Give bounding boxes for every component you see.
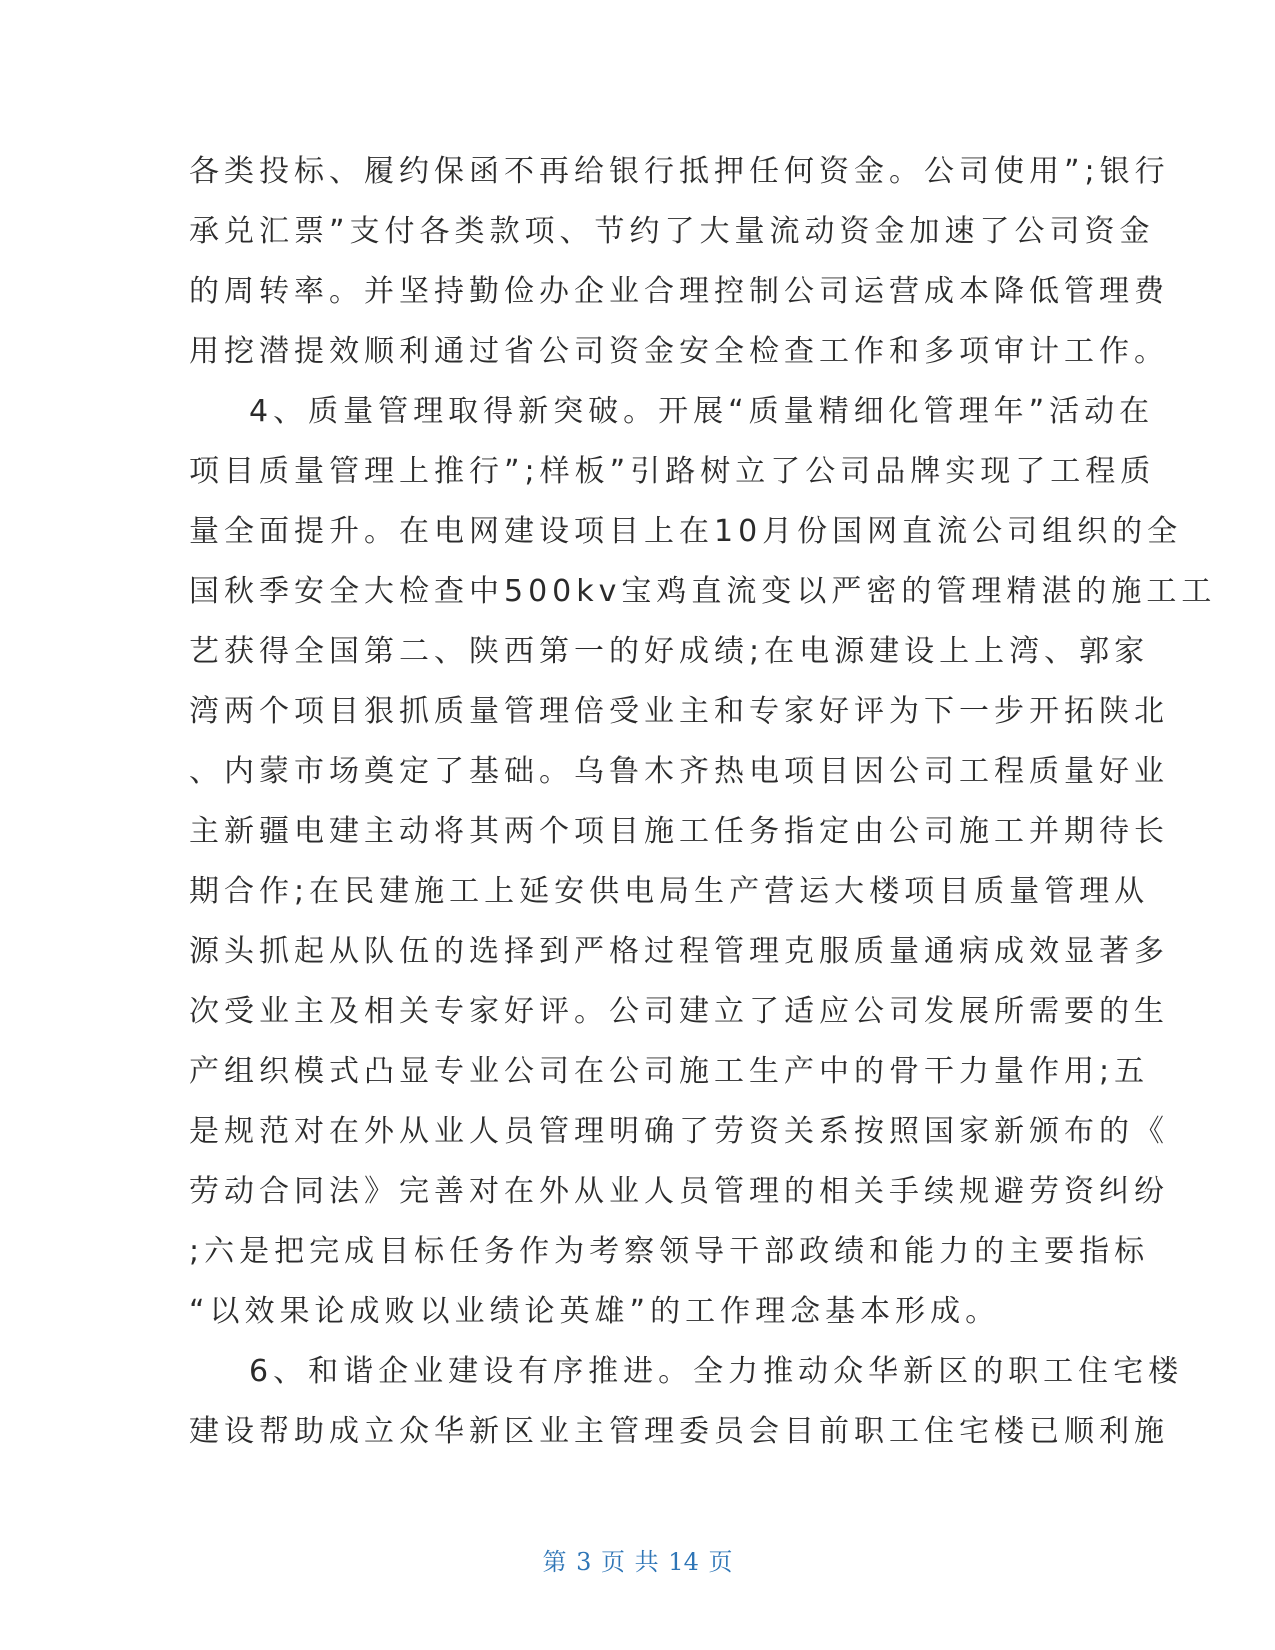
text-line: 用挖潜提效顺利通过省公司资金安全检查工作和多项审计工作。 <box>189 334 1169 369</box>
text-line: 量全面提升。在电网建设项目上在10月份国网直流公司组织的全 <box>189 514 1183 549</box>
text-line: 建设帮助成立众华新区业主管理委员会目前职工住宅楼已顺利施 <box>189 1414 1169 1449</box>
text-line: “以效果论成败以业绩论英雄”的工作理念基本形成。 <box>189 1294 1001 1329</box>
text-line: 4、质量管理取得新突破。开展“质量精细化管理年”活动在 <box>249 394 1155 429</box>
text-line: 产组织模式凸显专业公司在公司施工生产中的骨干力量作用;五 <box>189 1054 1150 1089</box>
text-line: 次受业主及相关专家好评。公司建立了适应公司发展所需要的生 <box>189 994 1169 1029</box>
text-line: 期合作;在民建施工上延安供电局生产营运大楼项目质量管理从 <box>189 874 1150 909</box>
text-line: 的周转率。并坚持勤俭办企业合理控制公司运营成本降低管理费 <box>189 274 1169 309</box>
text-line: 各类投标、履约保函不再给银行抵押任何资金。公司使用”;银行 <box>189 154 1170 189</box>
text-line: 、内蒙市场奠定了基础。乌鲁木齐热电项目因公司工程质量好业 <box>189 754 1169 789</box>
text-line: 项目质量管理上推行”;样板”引路树立了公司品牌实现了工程质 <box>189 454 1156 489</box>
text-line: ;六是把完成目标任务作为考察领导干部政绩和能力的主要指标 <box>189 1234 1150 1269</box>
page-number-footer: 第 3 页 共 14 页 <box>542 1548 733 1576</box>
text-line: 劳动合同法》完善对在外从业人员管理的相关手续规避劳资纠纷 <box>189 1174 1169 1209</box>
text-line: 6、和谐企业建设有序推进。全力推动众华新区的职工住宅楼 <box>249 1354 1184 1389</box>
text-line: 主新疆电建主动将其两个项目施工任务指定由公司施工并期待长 <box>189 814 1169 849</box>
text-line: 是规范对在外从业人员管理明确了劳资关系按照国家新颁布的《 <box>189 1114 1169 1149</box>
text-line: 承兑汇票”支付各类款项、节约了大量流动资金加速了公司资金 <box>189 214 1155 249</box>
text-line: 湾两个项目狠抓质量管理倍受业主和专家好评为下一步开拓陕北 <box>189 694 1169 729</box>
text-line: 艺获得全国第二、陕西第一的好成绩;在电源建设上上湾、郭家 <box>189 634 1150 669</box>
document-body <box>189 142 1217 1462</box>
text-line: 源头抓起从队伍的选择到严格过程管理克服质量通病成效显著多 <box>189 934 1169 969</box>
text-line: 国秋季安全大检查中500kv宝鸡直流变以严密的管理精湛的施工工 <box>189 574 1217 609</box>
